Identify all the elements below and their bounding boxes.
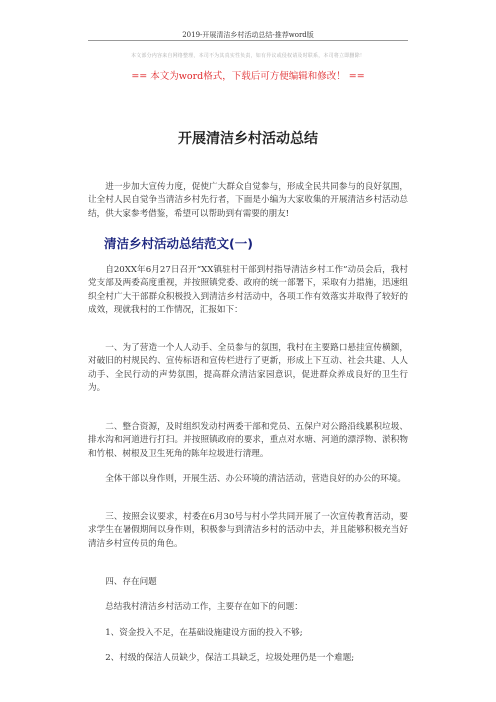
paragraph-4: 全体干部以身作则，开展生活、办公环境的清洁活动，营造良好的办公的环境。 [105,474,406,484]
section-title: 清洁乡村活动总结范文(一) [104,236,253,251]
paragraph-9: 2、村级的保洁人员缺少，保洁工具缺乏，垃圾处理仍是一个难题; [105,653,355,663]
paragraph-2: 一、为了营造一个人人动手、全员参与的氛围，我村在主要路口悬挂宣传横额，对破旧的村规民约、宣传标语和宣传栏进行了更新，形成上下互动、社会共建、人人动手、全民行动的声势氛围，提高群众清洁家园意识，促进群众养成良好的卫生行为。 [88,343,408,393]
format-notice: == 本文为word格式，下载后可方便编辑和修改！ == [131,71,365,82]
paragraph-1: 自20XX年6月27日召开“XX镇驻村干部到村指导清洁乡村工作”动员会后，我村党支部及两委高度重视，并按照镇党委、政府的统一部署下，采取有力措施，迅速组织全村广大干部群众积极投入到清洁乡村活动中，各项工作有效落实并取得了较好的成效，现就我村的工作情况，汇报如下： [88,265,408,315]
document-title: 开展清洁乡村活动总结 [178,131,318,147]
paragraph-7: 总结我村清洁乡村活动工作，主要存在如下的问题： [105,602,303,612]
paragraph-3: 二、整合资源，及时组织发动村两委干部和党员、五保户对公路沿线累积垃圾、排水沟和河道进行打扫。并按照镇政府的要求，重点对水塘、河道的漂浮物、淤积物和竹根、树根及卫生死角的陈年垃圾进行清理。 [88,422,408,459]
paragraph-6: 四、存在问题 [105,577,157,587]
paragraph-8: 1、资金投入不足，在基础设施建设方面的投入不够; [105,628,303,638]
header-divider [88,40,408,41]
paragraph-5: 三、按照会议要求，村委在6月30号与村小学共同开展了一次宣传教育活动，要求学生在暑假期间以身作则，积极参与到清洁乡村的活动中去，并且能够积极充当好清洁乡村宣传员的角色。 [88,512,408,549]
disclaimer-text: 本文部分内容来自网络整理，本司不为其真实性负责，如有异议或侵权请及时联系，本司将立即删除！ [130,53,365,59]
intro-paragraph: 进一步加大宣传力度，促使广大群众自觉参与，形成全民共同参与的良好氛围，让全村人民自觉争当清洁乡村先行者，下面是小编为大家收集的开展清洁乡村活动总结，供大家参考借鉴，希望可以帮助到有需要的朋友! [88,182,408,219]
page-header-title: 2019-开展清洁乡村活动总结-推荐word版 [182,31,314,39]
